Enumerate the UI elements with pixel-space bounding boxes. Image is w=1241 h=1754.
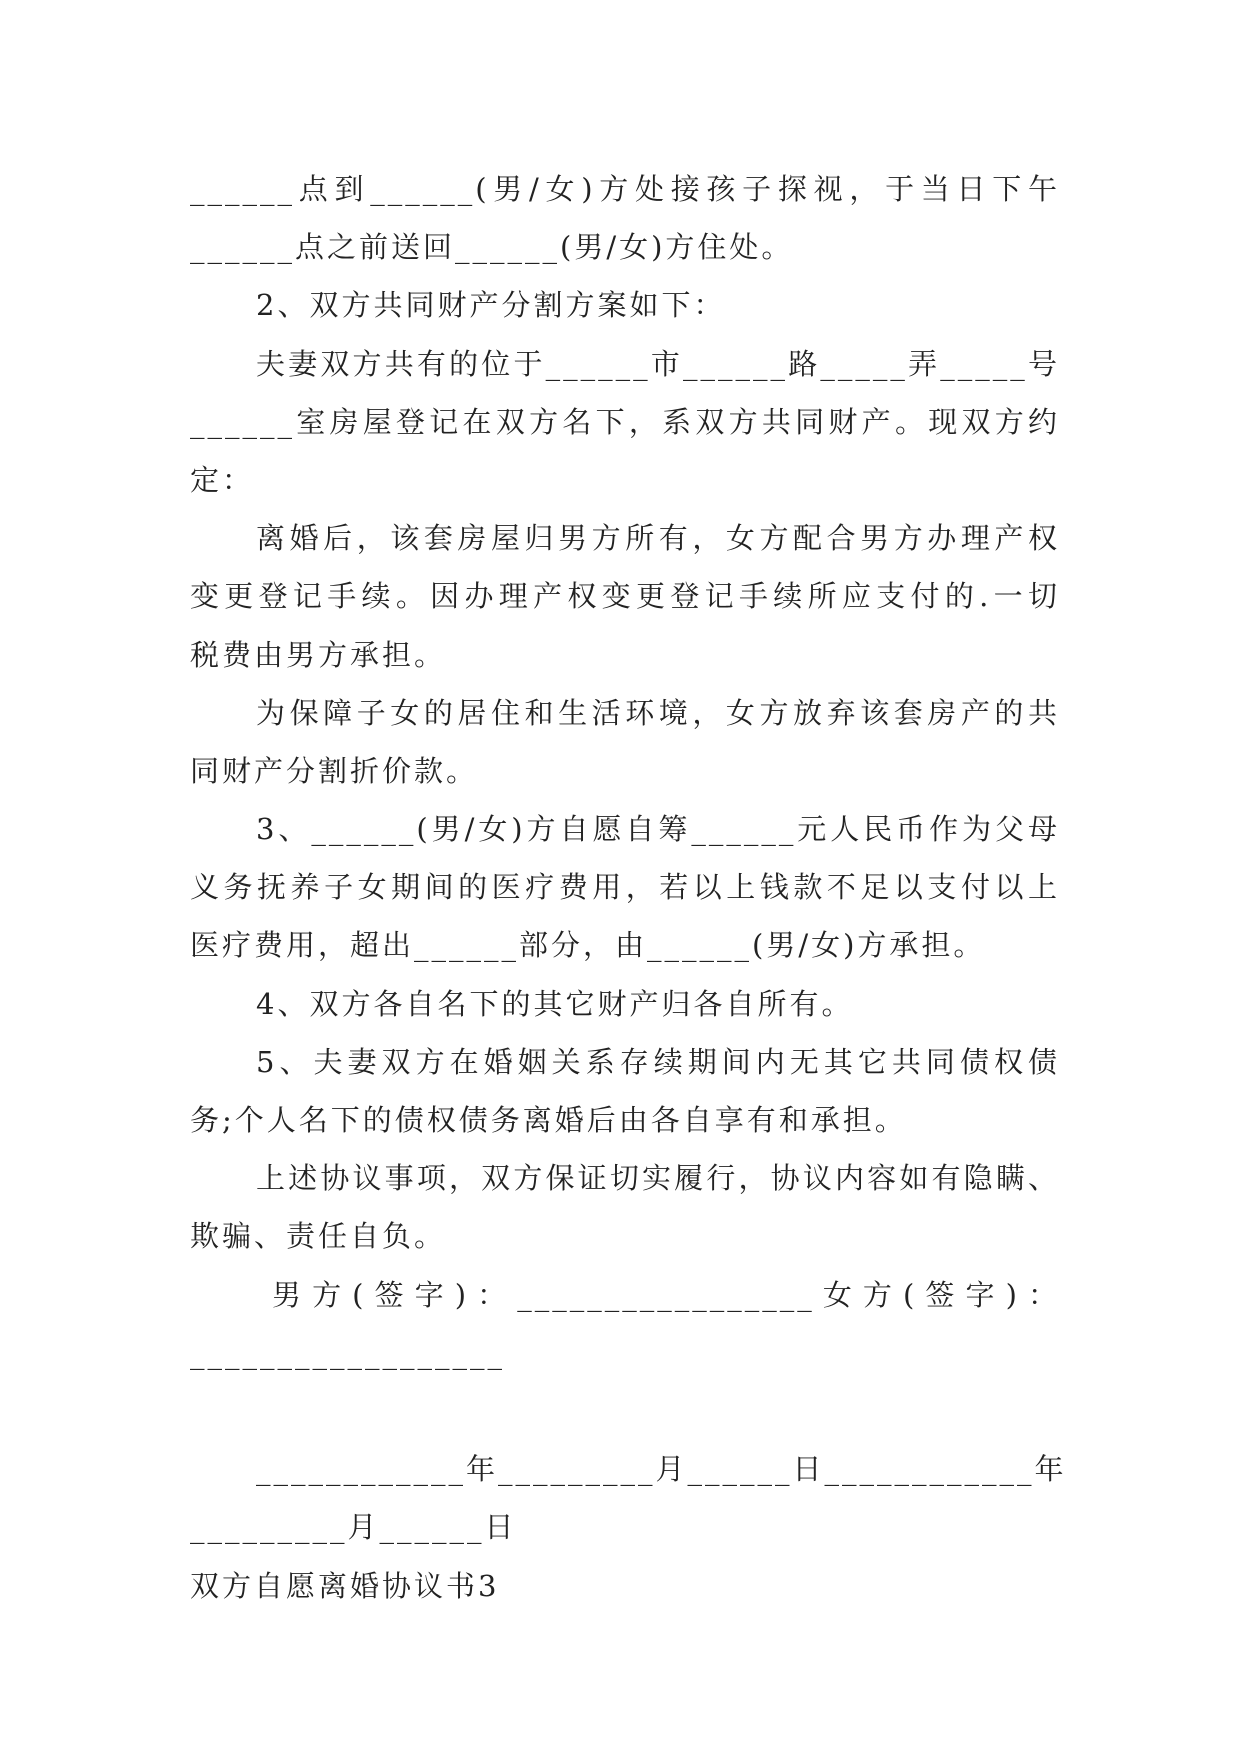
text-line: 为保障子女的居住和生活环境，女方放弃该套房产的共 <box>256 695 1060 730</box>
signature-blank: __________________ <box>190 1335 505 1370</box>
signature-line: 男方(签字)：_________________女方(签字)： <box>272 1277 1060 1312</box>
document-body <box>190 160 1067 1615</box>
text-line: 务;个人名下的债权债务离婚后由各自享有和承担。 <box>190 1103 907 1137</box>
spacer <box>190 1382 1060 1440</box>
date-line: _________月______日 <box>190 1510 517 1545</box>
text-line: 变更登记手续。因办理产权变更登记手续所应支付的.一切 <box>190 579 1060 614</box>
text-line: 税费由男方承担。 <box>190 637 447 672</box>
text-line: 上述协议事项，双方保证切实履行，协议内容如有隐瞒、 <box>256 1161 1060 1196</box>
section-heading: 5、夫妻双方在婚姻关系存续期间内无其它共同债权债 <box>256 1044 1060 1079</box>
text-line: 离婚后，该套房屋归男方所有，女方配合男方办理产权 <box>256 521 1060 556</box>
text-line: ______室房屋登记在双方名下，系双方共同财产。现双方约 <box>190 404 1060 439</box>
text-line: 夫妻双方共有的位于______市______路_____弄_____号 <box>256 346 1060 381</box>
text-line: 定： <box>190 462 255 497</box>
document-title: 双方自愿离婚协议书3 <box>190 1568 500 1603</box>
date-line: ____________年_________月______日____________年 <box>256 1452 1067 1487</box>
text-line: ______点之前送回______(男/女)方住处。 <box>190 230 794 265</box>
text-line: 同财产分割折价款。 <box>190 753 479 788</box>
text-line: 欺骗、责任自负。 <box>190 1219 447 1254</box>
text-line: 医疗费用，超出______部分，由______(男/女)方承担。 <box>190 928 986 963</box>
section-heading: 2、双方共同财产分割方案如下： <box>256 288 726 323</box>
section-heading: 4、双方各自名下的其它财产归各自所有。 <box>256 986 854 1021</box>
section-heading: 3、______(男/女)方自愿自筹______元人民币作为父母 <box>256 812 1060 847</box>
text-line: 义务抚养子女期间的医疗费用，若以上钱款不足以支付以上 <box>190 870 1060 905</box>
text-line: ______点到______(男/女)方处接孩子探视，于当日下午 <box>190 172 1060 206</box>
